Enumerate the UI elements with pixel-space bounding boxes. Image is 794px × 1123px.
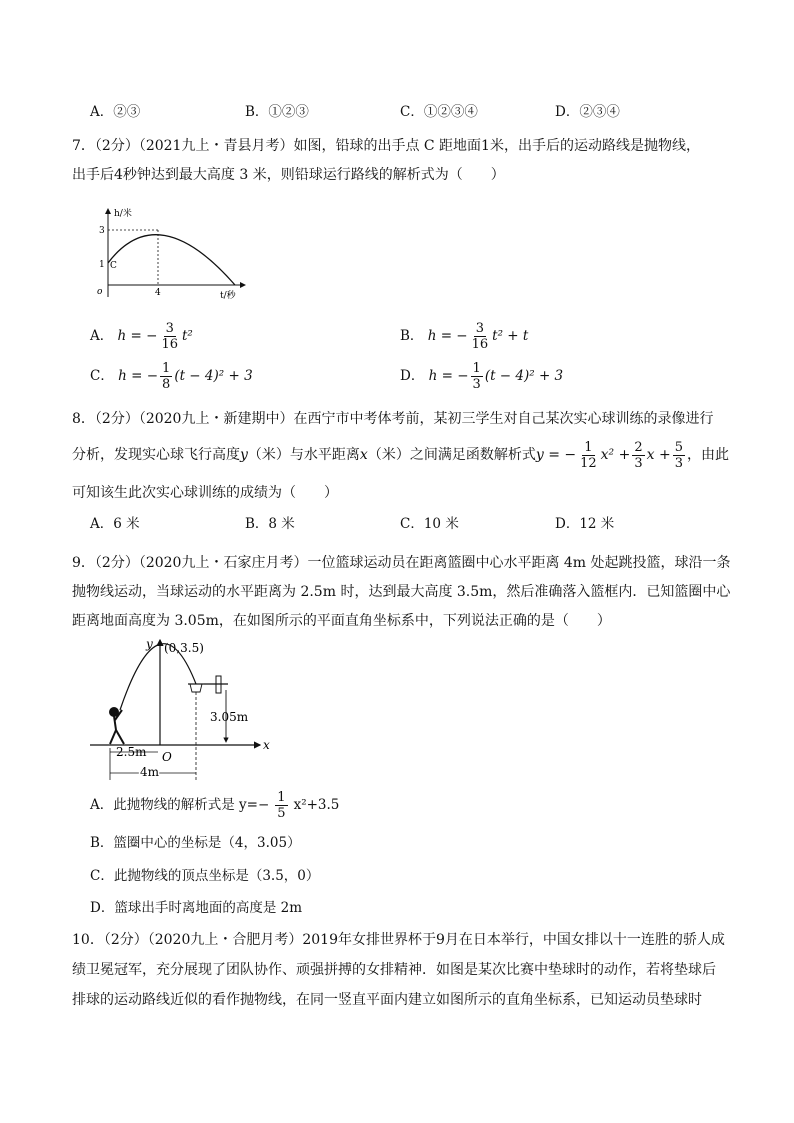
q6-option-c[interactable]: C．①②③④ [400, 104, 478, 120]
q7-option-c-fraction: $\frac{1}{8}$ [162, 361, 171, 392]
q9-vertex-label: (0,3.5) [164, 641, 204, 655]
q7-y-axis-label: h/米 [114, 209, 132, 219]
q9-dist-25-label: 2.5m [116, 745, 147, 759]
q8-fraction-5-3: $\frac{5}{3}$ [674, 439, 683, 471]
q9-origin-label: O [162, 750, 172, 764]
q7-question-line1: 7．（2分）（2021九上・青县月考）如图，铅球的出手点 C 距地面1米，出手后的运动路线是抛物线， [72, 138, 700, 154]
q7-option-d[interactable]: D． h = − $\frac{1}{3}$ (t − 4)² + 3 [400, 361, 564, 392]
q7-option-a[interactable]: A． h = − $\frac{3}{16}$ t² [90, 321, 193, 352]
q7-option-d-fraction: $\frac{1}{3}$ [472, 361, 481, 392]
q9-option-a[interactable]: A．此抛物线的解析式是 y=− $\frac{1}{5}$ x²+3.5 [90, 789, 340, 821]
q9-option-b[interactable]: B．篮圈中心的坐标是（4，3.05） [90, 835, 301, 851]
q8-option-b[interactable]: B．8 米 [245, 516, 295, 532]
q9-x-axis-label: x [263, 738, 270, 752]
q10-question-line3: 排球的运动路线近似的看作抛物线，在同一竖直平面内建立如图所示的直角坐标系，已知运动员垫球时 [72, 992, 702, 1008]
q9-hoop-net [190, 684, 202, 692]
q8-fraction-2-3: $\frac{2}{3}$ [634, 439, 643, 471]
q7-shotput-graph [90, 205, 250, 305]
q7-point-c-label: C [110, 261, 117, 271]
q9-dist-4-label: 4m [140, 765, 160, 779]
q8-question-line1: 8．（2分）（2020九上・新建期中）在西宁市中考体考前，某初三学生对自己某次实心球训练的录像进行 [72, 411, 714, 427]
q6-option-a[interactable]: A．②③ [90, 104, 141, 120]
q7-y-tick-1: 1 [99, 260, 105, 270]
q7-option-b[interactable]: B． h = − $\frac{3}{16}$ t² + t [400, 321, 529, 352]
q7-option-a-fraction: $\frac{3}{16}$ [161, 321, 178, 352]
q9-basketball-graph [88, 632, 278, 782]
q9-player-figure [110, 708, 124, 744]
q8-option-a[interactable]: A．6 米 [90, 516, 140, 532]
q9-option-c[interactable]: C．此抛物线的顶点坐标是（3.5，0） [90, 868, 320, 884]
q7-option-b-fraction: $\frac{3}{16}$ [471, 321, 489, 352]
q9-question-line3: 距离地面高度为 3.05m，在如图所示的平面直角坐标系中，下列说法正确的是（ ） [72, 613, 611, 629]
q7-x-axis-label: t/秒 [220, 291, 236, 301]
q8-question-line3: 可知该生此次实心球训练的成绩为（ ） [72, 485, 338, 501]
q9-y-axis-label: y [146, 637, 153, 651]
q6-option-d[interactable]: D．②③④ [555, 104, 620, 120]
q9-question-line1: 9．（2分）（2020九上・石家庄月考）一位篮球运动员在距离篮圈中心水平距离 4m 处起跳投篮，球沿一条 [72, 555, 731, 571]
q9-option-a-fraction: $\frac{1}{5}$ [277, 789, 286, 821]
q7-question-line2: 出手后4秒钟达到最大高度 3 米，则铅球运行路线的解析式为（ ） [72, 167, 505, 183]
q8-question-line2: 分析，发现实心球飞行高度 y （米）与水平距离 x （米）之间满足函数解析式 y = − $\frac{1}{12}$ x² + $\frac{2}{3}$ x + $\frac{5}{3}$ ，由此 [72, 439, 729, 471]
q9-option-d[interactable]: D．篮球出手时离地面的高度是 2m [90, 900, 303, 916]
q10-question-line2: 绩卫冕冠军，充分展现了团队协作、顽强拼搏的女排精神．如图是某次比赛中垫球时的动作，若将垫球后 [72, 962, 716, 978]
q7-option-c[interactable]: C． h = − $\frac{1}{8}$ (t − 4)² + 3 [90, 361, 253, 392]
q8-fraction-1-12: $\frac{1}{12}$ [580, 439, 597, 471]
q7-x-tick-4: 4 [155, 288, 161, 298]
q6-option-b[interactable]: B．①②③ [245, 104, 309, 120]
q9-question-line2: 抛物线运动，当球运动的水平距离为 2.5m 时，达到最大高度 3.5m，然后准确落入篮框内．已知篮圈中心 [72, 584, 731, 600]
q9-height-label: 3.05m [210, 710, 249, 724]
q7-origin-label: o [97, 287, 103, 297]
q10-question-line1: 10．（2分）（2020九上・合肥月考）2019年女排世界杯于9月在日本举行，中国女排以十一连胜的骄人成 [72, 932, 725, 948]
q8-option-c[interactable]: C．10 米 [400, 516, 459, 532]
q7-y-tick-3: 3 [99, 226, 105, 236]
q7-parabola [108, 235, 235, 285]
q8-option-d[interactable]: D．12 米 [555, 516, 615, 532]
